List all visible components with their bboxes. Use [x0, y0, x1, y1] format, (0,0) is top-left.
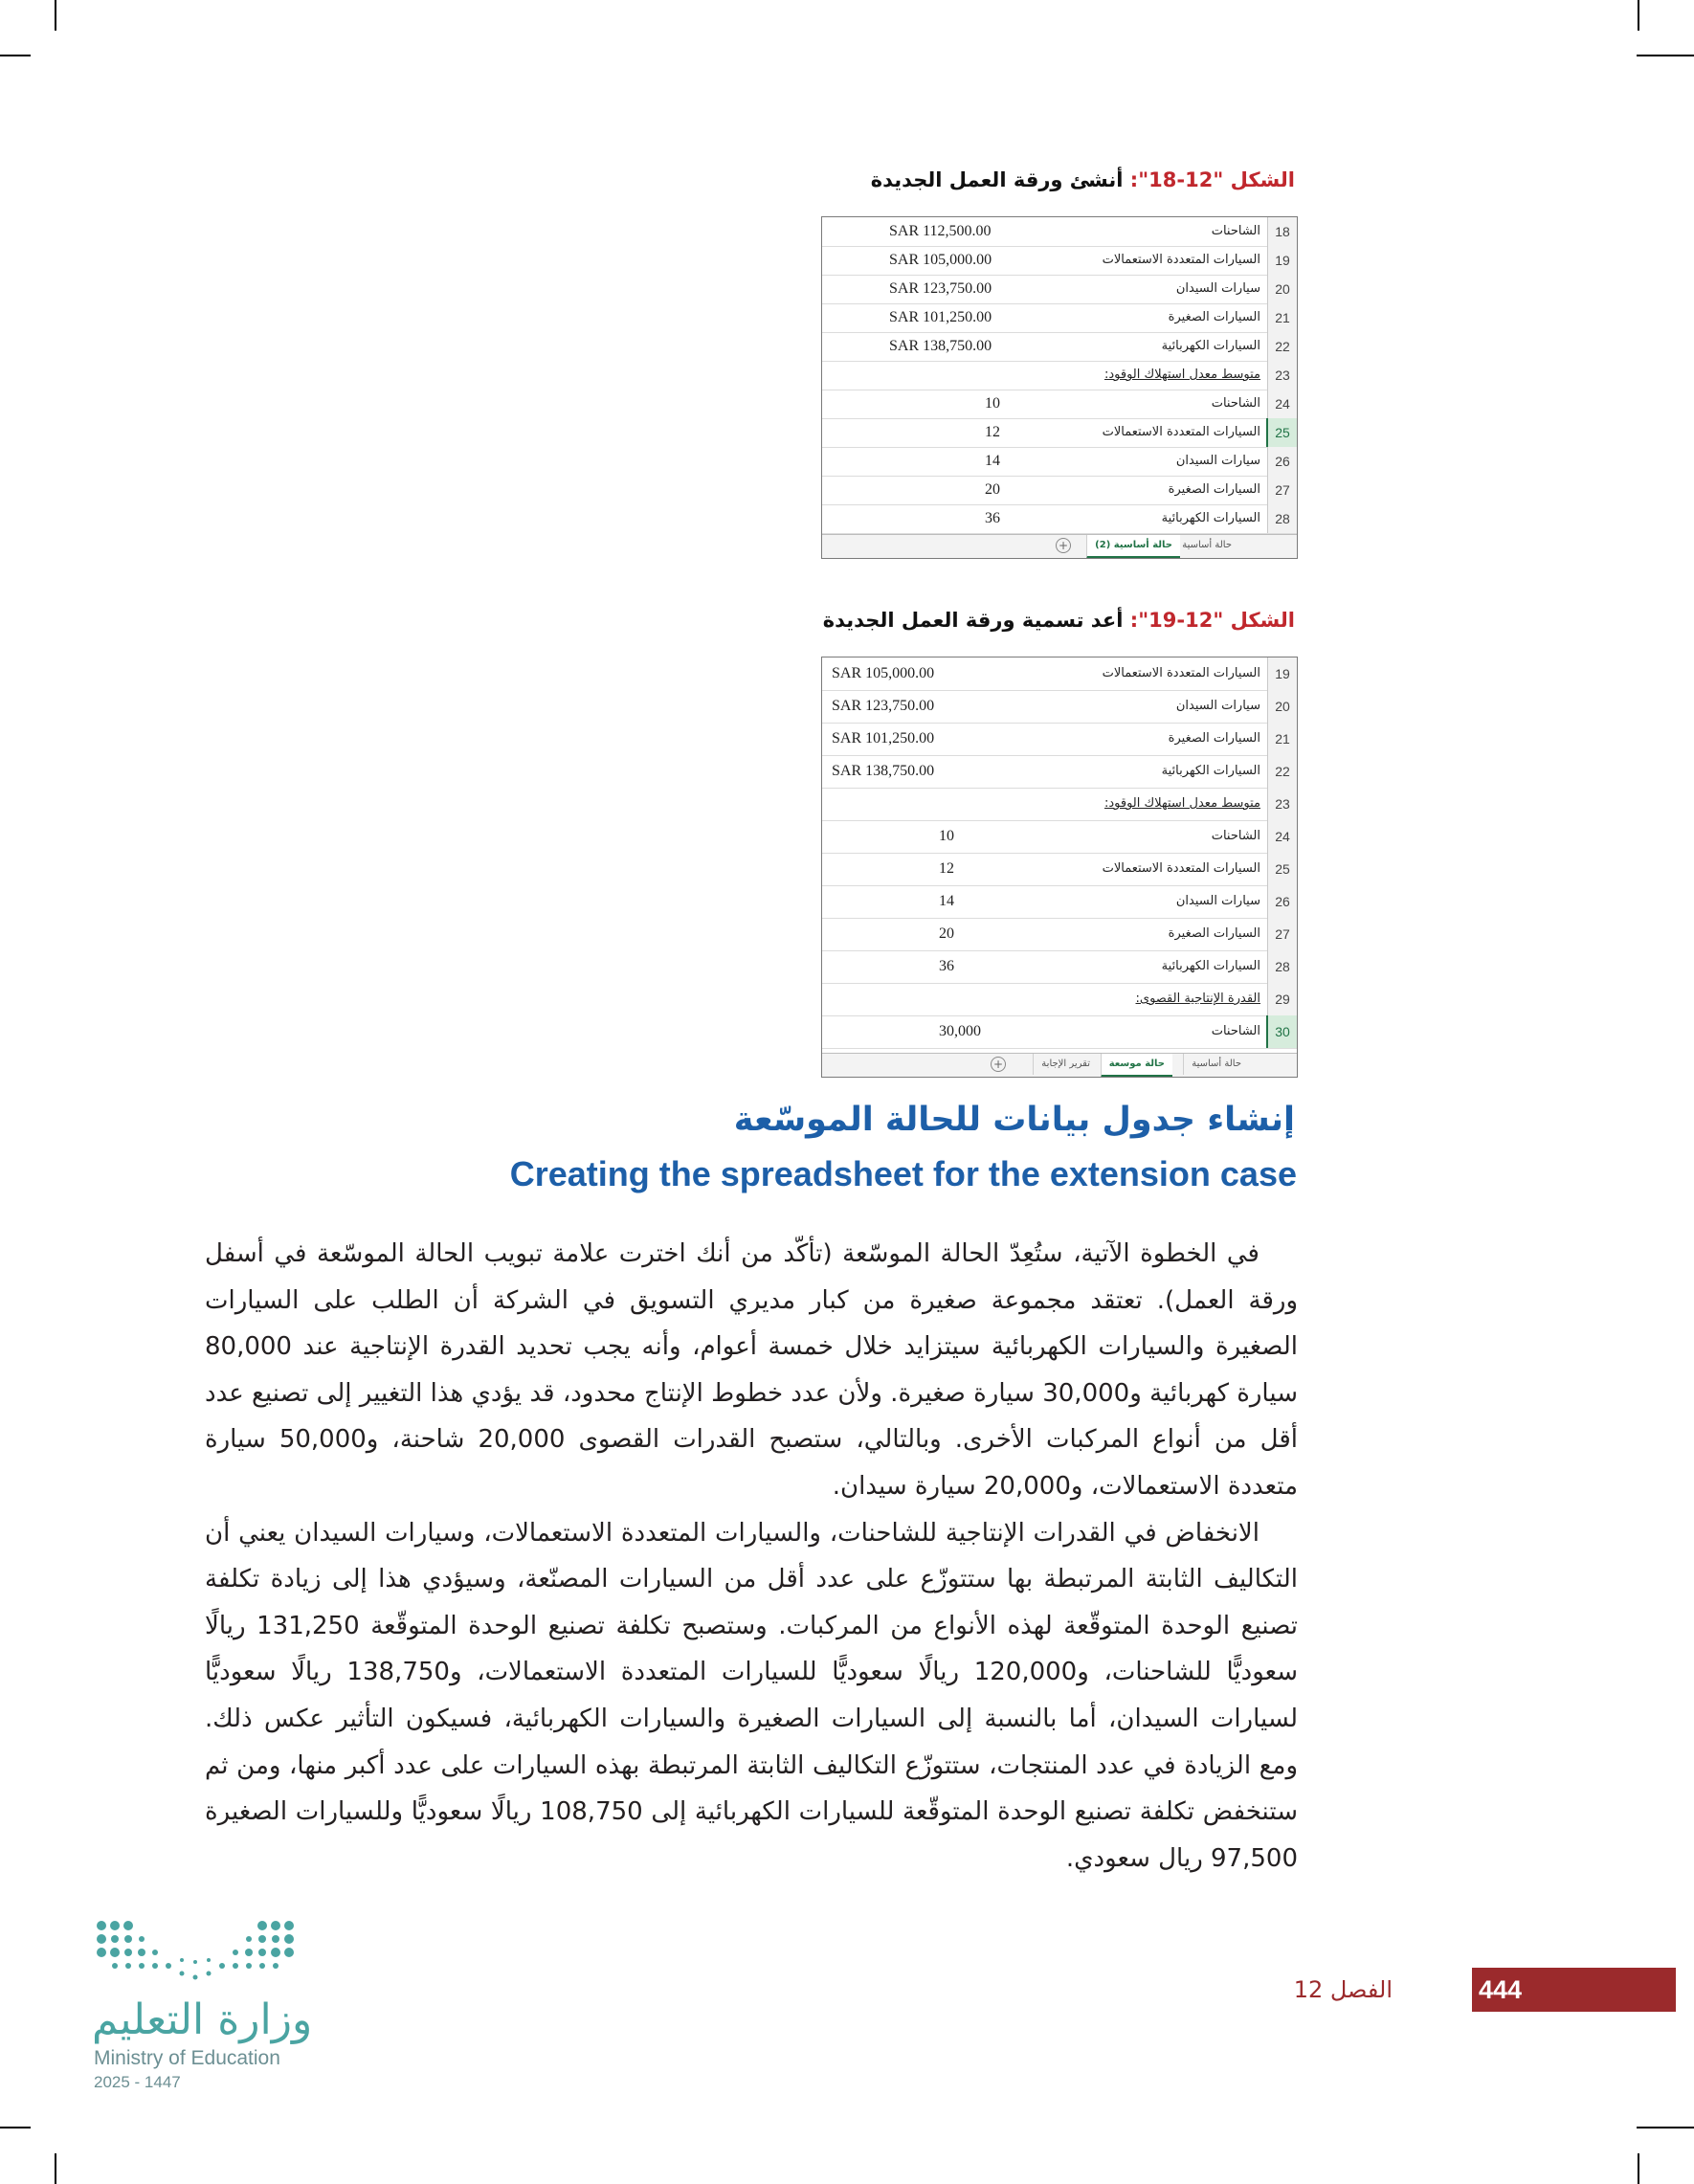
row-label-cell[interactable]: سيارات السيدان — [1175, 699, 1260, 713]
spreadsheet-row[interactable] — [822, 755, 1297, 789]
row-value-cell[interactable]: SAR 123,750.00 — [832, 698, 935, 714]
row-number[interactable]: 19 — [1267, 657, 1297, 690]
row-label-cell[interactable]: السيارات المتعددة الاستعمالات — [1102, 425, 1260, 439]
row-number[interactable]: 22 — [1267, 755, 1297, 788]
sheet-tab[interactable]: حالة أساسية (2) — [1086, 535, 1180, 559]
figure-caption-label: الشكل "12-18": — [1123, 168, 1295, 191]
crop-mark — [1637, 2127, 1694, 2128]
row-value-cell[interactable]: SAR 123,750.00 — [889, 280, 992, 297]
body-text — [205, 1231, 1298, 1882]
spreadsheet-row[interactable] — [822, 303, 1297, 333]
figure-caption-text: أعد تسمية ورقة العمل الجديدة — [822, 609, 1124, 632]
row-label-cell[interactable]: السيارات الصغيرة — [1168, 310, 1260, 324]
row-number[interactable]: 30 — [1266, 1015, 1297, 1048]
row-label-cell[interactable]: متوسط معدل استهلاك الوقود: — [1103, 796, 1260, 811]
row-label-cell[interactable]: السيارات الصغيرة — [1168, 482, 1260, 497]
row-number[interactable]: 26 — [1267, 447, 1297, 476]
row-label-cell[interactable]: القدرة الإنتاجية القصوى: — [1135, 992, 1260, 1006]
ministry-name-arabic: وزارة التعليم — [92, 1995, 313, 2044]
spreadsheet-row[interactable] — [822, 723, 1297, 756]
sheet-tab-bar — [822, 534, 1297, 558]
crop-mark — [1638, 0, 1639, 31]
row-label-cell[interactable]: السيارات الصغيرة — [1168, 926, 1260, 941]
figure-caption-label: الشكل "12-19": — [1123, 609, 1295, 632]
spreadsheet-row[interactable] — [822, 885, 1297, 919]
spreadsheet-row[interactable] — [822, 918, 1297, 951]
row-number[interactable]: 28 — [1267, 950, 1297, 983]
chapter-label: الفصل 12 — [1293, 1976, 1393, 2003]
row-number[interactable]: 18 — [1267, 217, 1297, 246]
figure-caption — [823, 609, 1295, 632]
spreadsheet-row[interactable] — [822, 246, 1297, 276]
crop-mark — [55, 0, 56, 31]
row-label-cell[interactable]: الشاحنات — [1211, 396, 1260, 411]
sheet-tab[interactable]: حالة أساسية — [1183, 1054, 1249, 1075]
row-value-cell[interactable]: 30,000 — [939, 1023, 981, 1039]
spreadsheet-row[interactable] — [822, 476, 1297, 505]
crop-mark — [0, 2127, 31, 2128]
spreadsheet-row[interactable] — [822, 853, 1297, 886]
row-value-cell[interactable]: SAR 105,000.00 — [889, 252, 992, 268]
spreadsheet-row[interactable] — [822, 950, 1297, 984]
row-value-cell[interactable]: 14 — [985, 453, 1000, 469]
row-number[interactable]: 24 — [1267, 390, 1297, 418]
add-sheet-icon[interactable]: + — [991, 1057, 1006, 1072]
row-label-cell[interactable]: السيارات المتعددة الاستعمالات — [1102, 861, 1260, 876]
add-sheet-icon[interactable]: + — [1056, 538, 1071, 553]
row-value-cell[interactable]: 10 — [939, 828, 954, 844]
row-label-cell[interactable]: متوسط معدل استهلاك الوقود: — [1103, 368, 1260, 382]
row-number[interactable]: 20 — [1267, 275, 1297, 303]
ministry-logo-icon — [94, 1918, 304, 1985]
row-number[interactable]: 25 — [1266, 418, 1297, 447]
spreadsheet-row[interactable] — [822, 820, 1297, 854]
edition-year: 2025 - 1447 — [94, 2073, 181, 2091]
row-number[interactable]: 29 — [1267, 983, 1297, 1015]
row-label-cell[interactable]: الشاحنات — [1211, 1024, 1260, 1038]
figure-caption-text: أنشئ ورقة العمل الجديدة — [870, 168, 1124, 191]
spreadsheet-row[interactable] — [822, 361, 1297, 390]
row-label-cell[interactable]: سيارات السيدان — [1175, 281, 1260, 296]
row-value-cell[interactable]: SAR 105,000.00 — [832, 665, 935, 681]
row-label-cell[interactable]: الشاحنات — [1211, 224, 1260, 238]
spreadsheet-row[interactable] — [822, 418, 1297, 448]
ministry-name-english: Ministry of Education — [94, 2047, 280, 2069]
row-label-cell[interactable]: السيارات الكهربائية — [1161, 511, 1260, 525]
row-label-cell[interactable]: سيارات السيدان — [1175, 894, 1260, 908]
row-label-cell[interactable]: السيارات الكهربائية — [1161, 339, 1260, 353]
figure-caption — [871, 168, 1295, 191]
row-label-cell[interactable]: الشاحنات — [1211, 829, 1260, 843]
row-value-cell[interactable]: 36 — [985, 510, 1000, 526]
crop-mark — [1638, 2153, 1639, 2184]
row-number[interactable]: 19 — [1267, 246, 1297, 275]
row-number[interactable]: 24 — [1267, 820, 1297, 853]
sheet-tab[interactable]: حالة أساسية — [1173, 535, 1239, 556]
spreadsheet-row[interactable] — [822, 390, 1297, 419]
row-value-cell[interactable]: 20 — [985, 481, 1000, 498]
row-value-cell[interactable]: 14 — [939, 893, 954, 909]
crop-mark — [55, 2153, 56, 2184]
spreadsheet-row[interactable] — [822, 788, 1297, 821]
row-number[interactable]: 26 — [1267, 885, 1297, 918]
spreadsheet-row[interactable] — [822, 275, 1297, 304]
crop-mark — [0, 55, 31, 56]
row-label-cell[interactable]: السيارات الكهربائية — [1161, 959, 1260, 973]
spreadsheet-row[interactable] — [822, 332, 1297, 362]
row-number[interactable]: 28 — [1267, 504, 1297, 533]
row-number[interactable]: 23 — [1267, 361, 1297, 390]
row-value-cell[interactable]: SAR 101,250.00 — [889, 309, 992, 325]
spreadsheet-figure-19 — [821, 657, 1298, 1078]
spreadsheet-figure-18 — [821, 216, 1298, 559]
row-value-cell[interactable]: 12 — [985, 424, 1000, 440]
spreadsheet-row[interactable] — [822, 1015, 1297, 1049]
spreadsheet-row[interactable] — [822, 217, 1297, 247]
row-value-cell[interactable]: 36 — [939, 958, 954, 974]
page-number: 444 — [1479, 1975, 1523, 2004]
row-number[interactable]: 20 — [1267, 690, 1297, 723]
row-number[interactable]: 21 — [1267, 303, 1297, 332]
sheet-tab-bar — [822, 1053, 1297, 1077]
row-value-cell[interactable]: SAR 138,750.00 — [832, 763, 935, 779]
row-value-cell[interactable]: 12 — [939, 860, 954, 877]
paragraph: في الخطوة الآتية، ستُعِدّ الحالة الموسّعة (تأكّد من أنك اخترت علامة تبويب الحالة الموسّعة في أسفل ورقة العمل). تعتقد مجموعة صغيرة من كبار مديري التسويق في الشركة أن الطلب على السيارات الصغيرة والسيارات الكهربائية سيتزايد خلال خمسة أعوام، وأنه يجب تحديد القدرة الإنتاجية عند 80,000 سيارة كهربائية و30,000 سيارة صغيرة. ولأن عدد خطوط الإنتاج محدود، قد يؤدي هذا التغيير إلى تصنيع عدد أقل من أنواع المركبات الأخرى. وبالتالي، ستصبح القدرات القصوى 20,000 شاحنة، و50,000 سيارة متعددة الاستعمالات، و20,000 سيارة سيدان. — [205, 1239, 1299, 1501]
row-value-cell[interactable]: SAR 101,250.00 — [832, 730, 935, 747]
sheet-tab[interactable]: حالة موسعة — [1101, 1054, 1172, 1078]
spreadsheet-row[interactable] — [822, 983, 1297, 1016]
row-label-cell[interactable]: سيارات السيدان — [1175, 454, 1260, 468]
sheet-tab[interactable]: تقرير الإجابة — [1033, 1054, 1098, 1075]
row-number[interactable]: 22 — [1267, 332, 1297, 361]
spreadsheet-row[interactable] — [822, 504, 1297, 534]
spreadsheet-row[interactable] — [822, 447, 1297, 477]
row-number[interactable]: 27 — [1267, 476, 1297, 504]
row-number[interactable]: 27 — [1267, 918, 1297, 950]
row-label-cell[interactable]: السيارات المتعددة الاستعمالات — [1102, 666, 1260, 680]
row-value-cell[interactable]: 20 — [939, 925, 954, 942]
crop-mark — [1637, 55, 1694, 56]
row-label-cell[interactable]: السيارات الصغيرة — [1168, 731, 1260, 746]
row-value-cell[interactable]: SAR 138,750.00 — [889, 338, 992, 354]
row-label-cell[interactable]: السيارات المتعددة الاستعمالات — [1102, 253, 1260, 267]
section-title-english: Creating the spreadsheet for the extension case — [509, 1154, 1297, 1193]
section-title-arabic: إنشاء جدول بيانات للحالة الموسّعة — [733, 1101, 1295, 1139]
row-number[interactable]: 23 — [1267, 788, 1297, 820]
row-label-cell[interactable]: السيارات الكهربائية — [1161, 764, 1260, 778]
row-value-cell[interactable]: 10 — [985, 395, 1000, 412]
row-number[interactable]: 21 — [1267, 723, 1297, 755]
spreadsheet-row[interactable] — [822, 657, 1297, 691]
row-value-cell[interactable]: SAR 112,500.00 — [889, 223, 992, 239]
paragraph: الانخفاض في القدرات الإنتاجية للشاحنات، والسيارات المتعددة الاستعمالات، وسيارات السيدان يعني أن التكاليف الثابتة المرتبطة بها ستتوزّع على عدد أقل من السيارات المصنّعة، وسيؤدي هذا إلى زيادة تكلفة تصنيع الوحدة المتوقّعة لهذه الأنواع من المركبات. وستصبح تكلفة تصنيع الوحدة المتوقّعة 131,250 ريالًا سعوديًّا للشاحنات، و120,000 ريالًا سعوديًّا للسيارات المتعددة الاستعمالات، و138,750 ريالًا سعوديًّا لسيارات السيدان، أما بالنسبة إلى السيارات الصغيرة والسيارات الكهربائية، فسيكون التأثير عكس ذلك. ومع الزيادة في عدد المنتجات، ستتوزّع التكاليف الثابتة المرتبطة بهذه السيارات على عدد أكبر منها، ومن ثم ستنخفض تكلفة تصنيع الوحدة المتوقّعة للسيارات الكهربائية إلى 108,750 ريالًا سعوديًّا وللسيارات الصغيرة 97,500 ريال سعودي. — [205, 1518, 1299, 1873]
row-number[interactable]: 25 — [1267, 853, 1297, 885]
spreadsheet-row[interactable] — [822, 690, 1297, 724]
